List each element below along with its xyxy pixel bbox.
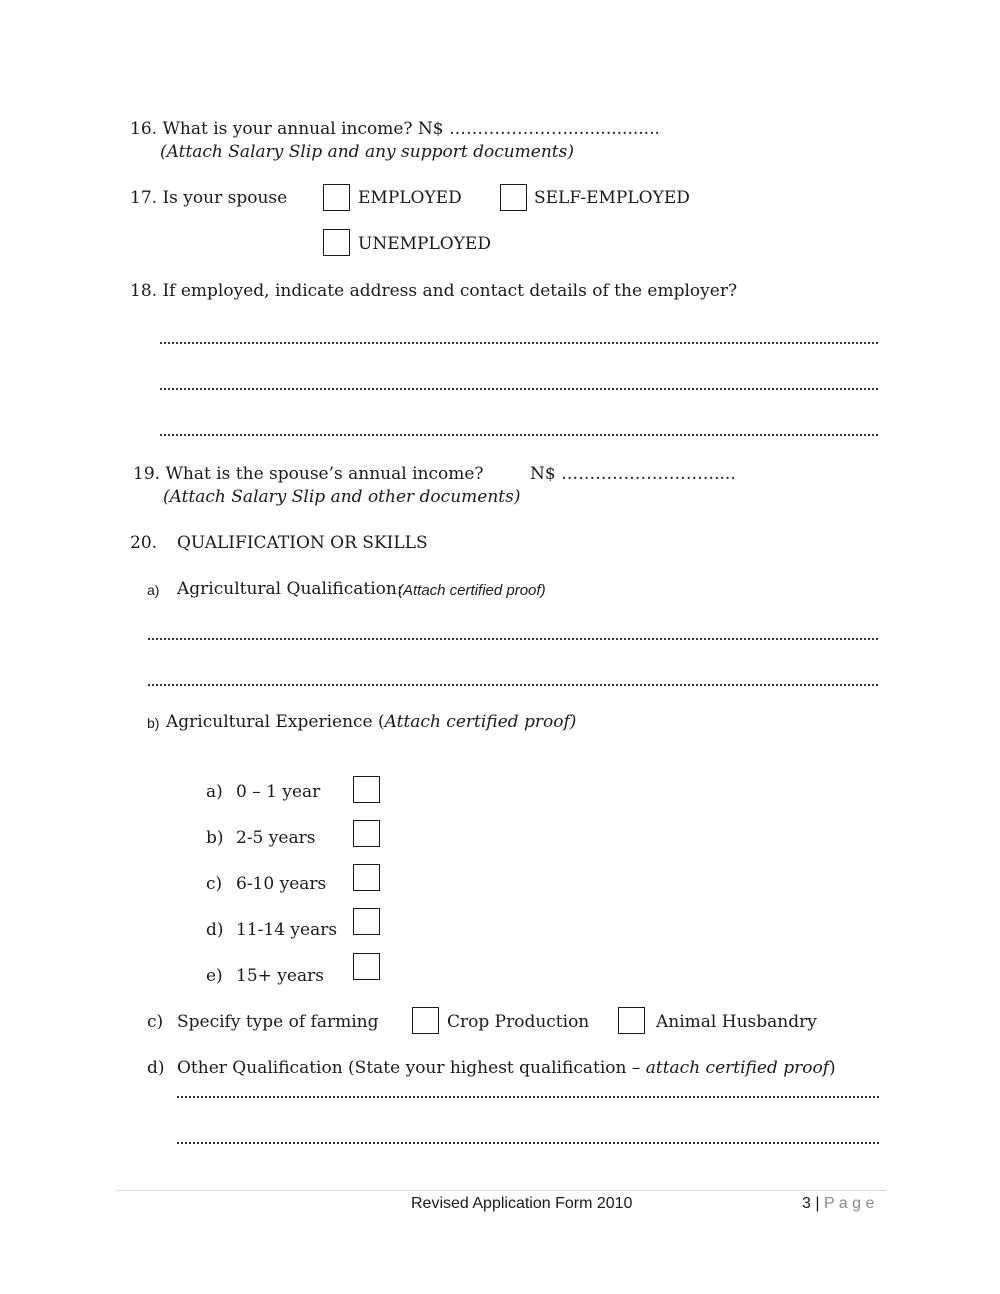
exp-2-5-checkbox[interactable]: [353, 820, 380, 847]
employer-details-line-3[interactable]: [160, 432, 878, 436]
q16-question: 16. What is your annual income? N$ ………………….................: [130, 119, 660, 139]
exp-label-11-14: 11-14 years: [236, 920, 338, 940]
exp-marker-d: d): [206, 920, 224, 940]
q20d-label: Other Qualification (State your highest qualification – attach certified proof): [177, 1058, 836, 1078]
q20b-marker: b): [147, 715, 160, 731]
q20-title: QUALIFICATION OR SKILLS: [177, 533, 428, 553]
q17-question: 17. Is your spouse: [130, 188, 288, 208]
other-qualification-line-2[interactable]: [177, 1140, 879, 1144]
crop-production-checkbox[interactable]: [412, 1007, 439, 1034]
q19-note: (Attach Salary Slip and other documents): [163, 487, 521, 507]
exp-label-6-10: 6-10 years: [236, 874, 327, 894]
crop-production-label: Crop Production: [447, 1012, 590, 1032]
exp-label-2-5: 2-5 years: [236, 828, 316, 848]
self-employed-label: SELF-EMPLOYED: [534, 188, 690, 208]
q20a-label: Agricultural Qualification:: [177, 579, 403, 599]
page-separator: |: [815, 1195, 820, 1212]
agri-qualification-line-1[interactable]: [148, 636, 878, 640]
agri-qualification-line-2[interactable]: [148, 682, 878, 686]
q20-number: 20.: [130, 533, 158, 553]
q20b-note: Attach certified proof): [384, 712, 577, 732]
q20b-label: Agricultural Experience (Attach certified proof): [166, 712, 577, 732]
footer-divider: [116, 1190, 886, 1191]
unemployed-checkbox[interactable]: [323, 229, 350, 256]
page-number: 3: [802, 1195, 811, 1212]
animal-husbandry-checkbox[interactable]: [618, 1007, 645, 1034]
employed-label: EMPLOYED: [358, 188, 462, 208]
exp-11-14-checkbox[interactable]: [353, 908, 380, 935]
q18-question: 18. If employed, indicate address and contact details of the employer?: [130, 281, 738, 301]
exp-15-plus-checkbox[interactable]: [353, 953, 380, 980]
exp-0-1-checkbox[interactable]: [353, 776, 380, 803]
q16-note: (Attach Salary Slip and any support documents): [160, 142, 574, 162]
other-qualification-line-1[interactable]: [177, 1094, 879, 1098]
q20a-marker: a): [147, 582, 160, 598]
exp-marker-c: c): [206, 874, 223, 894]
exp-marker-e: e): [206, 966, 223, 986]
q20c-label: Specify type of farming: [177, 1012, 379, 1032]
footer-title: Revised Application Form 2010: [411, 1195, 633, 1212]
q20a-note: (Attach certified proof): [398, 582, 546, 599]
employed-checkbox[interactable]: [323, 184, 350, 211]
q20d-marker: d): [147, 1058, 165, 1078]
q20c-marker: c): [147, 1012, 164, 1032]
q19-question: 19. What is the spouse’s annual income?: [133, 464, 484, 484]
exp-label-15-plus: 15+ years: [236, 966, 324, 986]
exp-marker-a: a): [206, 782, 223, 802]
unemployed-label: UNEMPLOYED: [358, 234, 491, 254]
self-employed-checkbox[interactable]: [500, 184, 527, 211]
animal-husbandry-label: Animal Husbandry: [656, 1012, 817, 1032]
q20d-note: attach certified proof: [645, 1058, 829, 1078]
exp-marker-b: b): [206, 828, 224, 848]
page-word: P a g e: [823, 1195, 875, 1212]
q19-currency-field[interactable]: N$ ………………………....: [530, 464, 736, 484]
footer-page-indicator: [802, 1196, 874, 1212]
employer-details-line-2[interactable]: [160, 386, 878, 390]
employer-details-line-1[interactable]: [160, 340, 878, 344]
exp-label-0-1: 0 – 1 year: [236, 782, 321, 802]
exp-6-10-checkbox[interactable]: [353, 864, 380, 891]
